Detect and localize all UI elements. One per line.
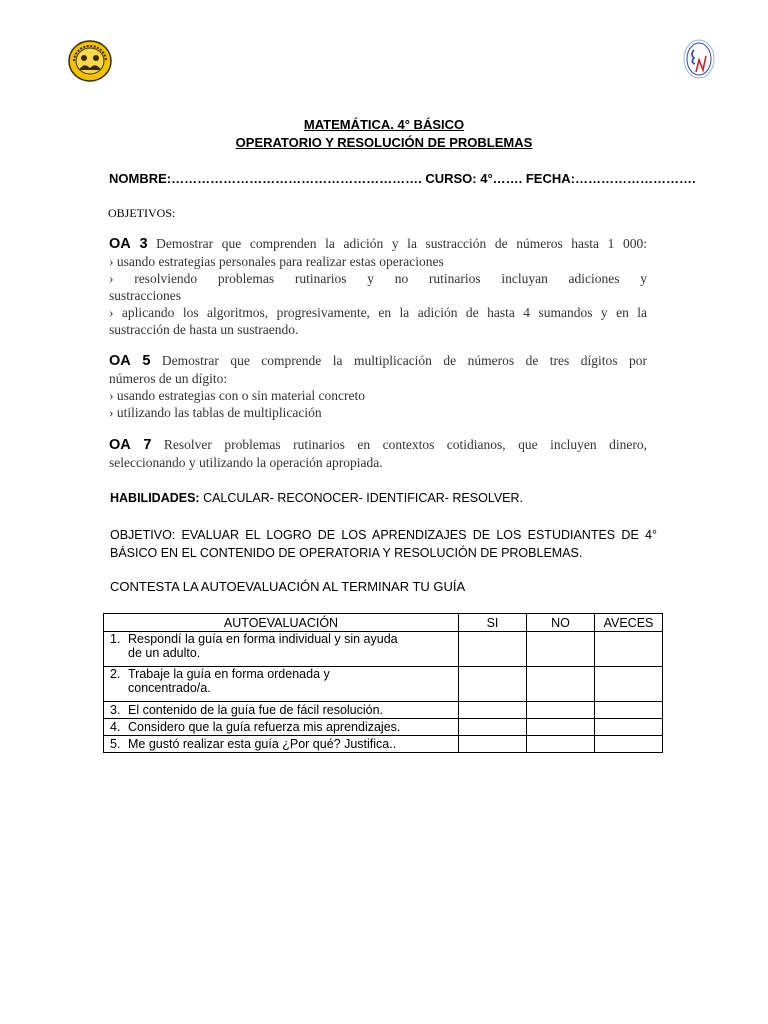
institution-monogram-logo — [681, 36, 717, 82]
student-info-line: NOMBRE:…………………………………………………. CURSO: 4°……. FECHA:………………………. — [109, 171, 696, 186]
oa3-line: sustracciones — [109, 288, 181, 303]
answer-no-cell[interactable] — [527, 702, 595, 719]
table-row — [104, 632, 663, 667]
oa3-code: OA 3 — [109, 236, 148, 252]
column-header: AVECES — [595, 614, 663, 632]
item-text: El contenido de la guía fue de fácil resolución. — [128, 703, 384, 717]
answer-aveces-cell[interactable] — [595, 632, 663, 667]
objective-line: BÁSICO EN EL CONTENIDO DE OPERATORIA Y RESOLUCIÓN DE PROBLEMAS. — [110, 546, 583, 560]
oa3-block — [109, 235, 647, 338]
habilidades-value: CALCULAR- RECONOCER- IDENTIFICAR- RESOLVER. — [199, 491, 524, 505]
table-row — [104, 719, 663, 736]
answer-aveces-cell[interactable] — [595, 702, 663, 719]
answer-no-cell[interactable] — [527, 719, 595, 736]
criterion-cell — [104, 702, 459, 719]
item-text — [128, 667, 330, 695]
table-header-row — [104, 614, 663, 632]
oa5-line: Demostrar que comprende la multiplicación de números de tres dígitos por — [150, 353, 647, 368]
school-seal-logo — [68, 40, 112, 82]
oa3-line: › usando estrategias personales para realizar estas operaciones — [109, 254, 444, 269]
objective-line: OBJETIVO: EVALUAR EL LOGRO DE LOS APRENDIZAJES DE LOS ESTUDIANTES DE 4° — [110, 528, 657, 542]
table-row — [104, 702, 663, 719]
table-row — [104, 736, 663, 753]
answer-aveces-cell[interactable] — [595, 736, 663, 753]
habilidades-label: HABILIDADES: — [110, 491, 200, 505]
answer-no-cell[interactable] — [527, 667, 595, 702]
item-text-line: Respondí la guía en forma individual y sin ayuda — [128, 632, 398, 646]
criterion-cell — [104, 736, 459, 753]
answer-no-cell[interactable] — [527, 736, 595, 753]
oa5-line: › usando estrategias con o sin material concreto — [109, 388, 366, 403]
item-text: Considero que la guía refuerza mis aprendizajes. — [128, 720, 401, 734]
answer-aveces-cell[interactable] — [595, 719, 663, 736]
oa3-line: Demostrar que comprenden la adición y la sustracción de números hasta 1 000: — [147, 236, 647, 251]
item-number: 4. — [110, 720, 121, 734]
page-title: MATEMÁTICA. 4° BÁSICO — [303, 117, 465, 132]
item-text — [128, 632, 398, 660]
criterion-cell — [104, 719, 459, 736]
criterion-cell — [104, 632, 459, 667]
item-text-line: Trabaje la guía en forma ordenada y — [128, 667, 330, 681]
item-number: 3. — [110, 703, 121, 717]
answer-si-cell[interactable] — [459, 702, 527, 719]
column-header: SI — [459, 614, 527, 632]
oa3-line: sustracción de hasta un sustraendo. — [109, 322, 299, 337]
criterion-cell — [104, 667, 459, 702]
self-evaluation-table — [103, 613, 663, 753]
answer-si-cell[interactable] — [459, 719, 527, 736]
oa7-code: OA 7 — [109, 437, 152, 453]
answer-aveces-cell[interactable] — [595, 667, 663, 702]
oa5-line: › utilizando las tablas de multiplicación — [109, 405, 322, 420]
column-header: NO — [527, 614, 595, 632]
habilidades-line — [110, 491, 523, 505]
instructions-line: CONTESTA LA AUTOEVALUACIÓN AL TERMINAR TU GUÍA — [110, 579, 466, 594]
column-header: AUTOEVALUACIÓN — [104, 614, 459, 632]
objectives-heading: OBJETIVOS: — [108, 206, 176, 220]
table-row — [104, 667, 663, 702]
oa7-line: seleccionando y utilizando la operación apropiada. — [109, 455, 383, 470]
oa7-line: Resolver problemas rutinarios en contextos cotidianos, que incluyen dinero, — [151, 437, 647, 452]
item-text-line: concentrado/a. — [128, 681, 211, 695]
answer-si-cell[interactable] — [459, 632, 527, 667]
evaluation-objective — [110, 526, 657, 562]
oa5-block — [109, 352, 647, 421]
item-number: 5. — [110, 737, 121, 751]
item-number: 1. — [110, 632, 121, 646]
oa5-line: números de un dígito: — [109, 371, 228, 386]
item-text: Me gustó realizar esta guía ¿Por qué? Justifica.. — [128, 737, 397, 751]
item-number: 2. — [110, 667, 121, 681]
answer-si-cell[interactable] — [459, 667, 527, 702]
page-subtitle: OPERATORIO Y RESOLUCIÓN DE PROBLEMAS — [235, 135, 533, 150]
oa3-line: › resolviendo problemas rutinarios y no rutinarios incluyan adiciones y — [109, 271, 647, 286]
oa5-code: OA 5 — [109, 353, 151, 369]
answer-no-cell[interactable] — [527, 632, 595, 667]
item-text-line: de un adulto. — [128, 646, 201, 660]
oa3-line: › aplicando los algoritmos, progresivamente, en la adición de hasta 4 sumandos y en la — [109, 305, 647, 320]
oa7-block — [109, 436, 647, 471]
answer-si-cell[interactable] — [459, 736, 527, 753]
